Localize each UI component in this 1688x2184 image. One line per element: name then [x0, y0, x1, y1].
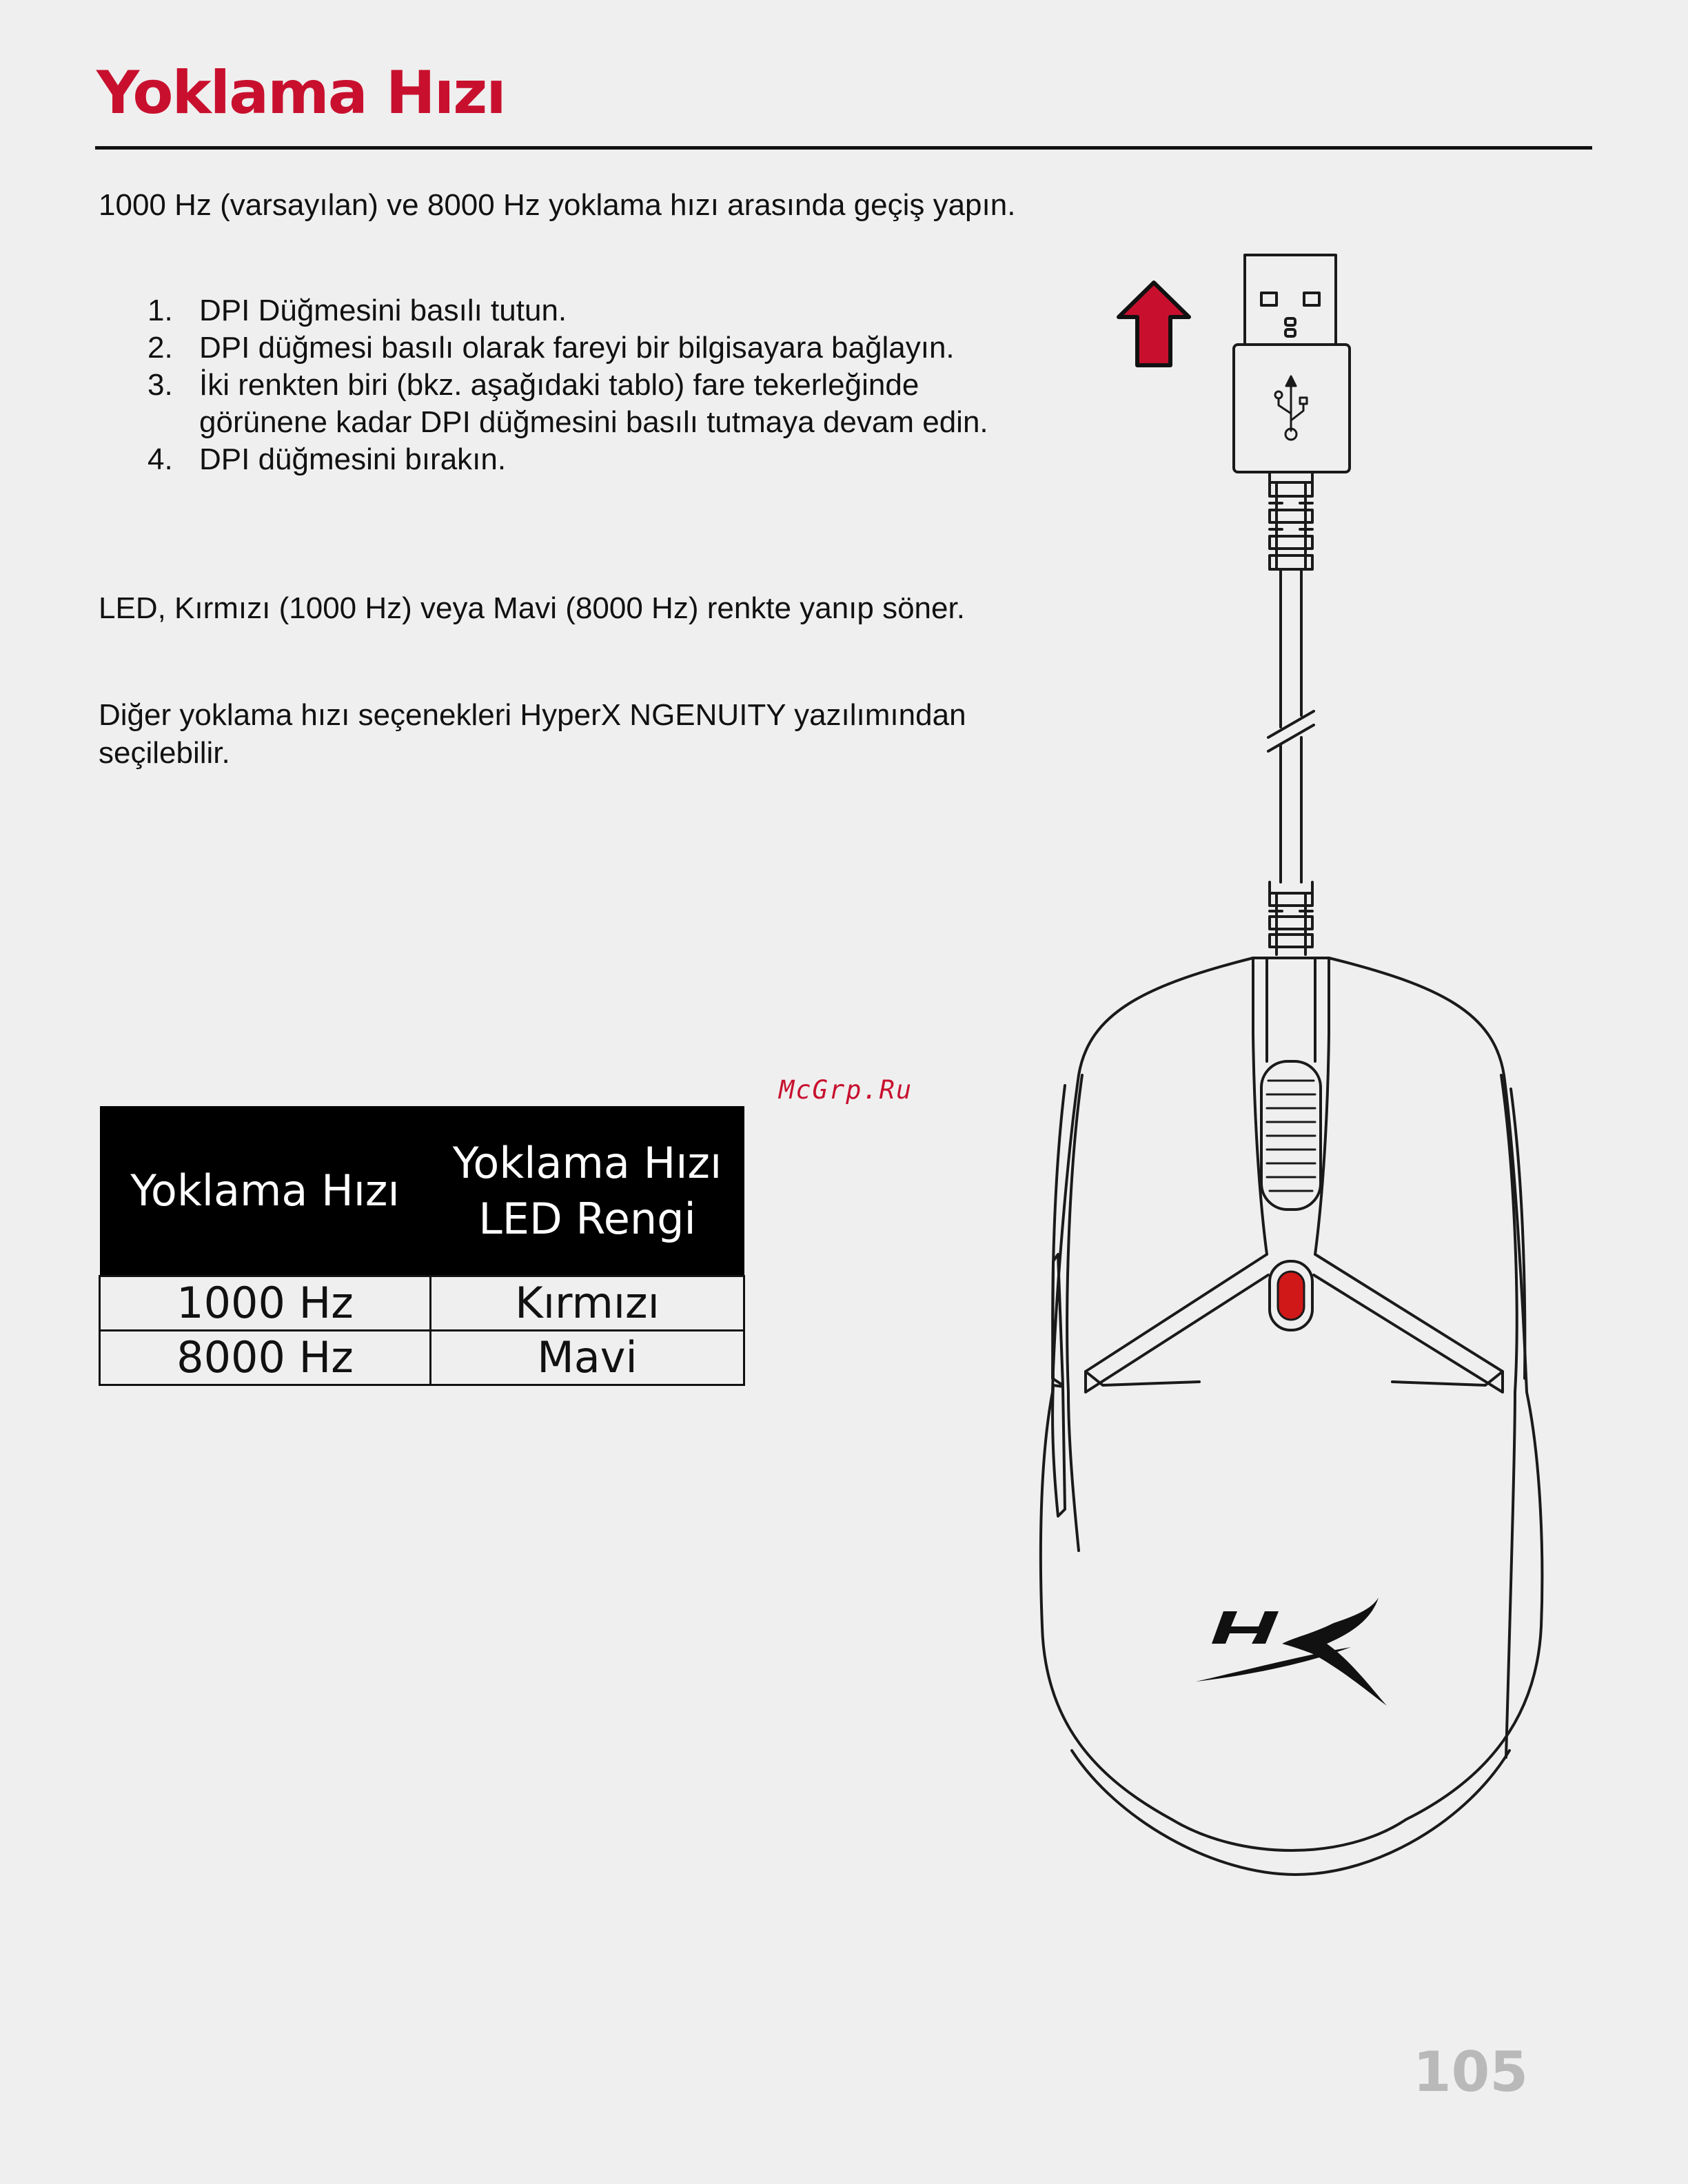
software-note: Diğer yoklama hızı seçenekleri HyperX NGENUITY yazılımından seçilebilir.	[99, 698, 966, 770]
cable-strain-relief	[1270, 472, 1312, 569]
list-item	[148, 441, 1047, 478]
list-item	[148, 329, 1047, 367]
table-cell-color: Mavi	[431, 1331, 744, 1385]
title-divider	[95, 146, 1592, 150]
step-text: İki renkten biri (bkz. aşağıdaki tablo) fare tekerleğinde görünene kadar DPI düğmesini basılı tutmaya devam edin.	[199, 368, 988, 439]
table-header-row	[100, 1106, 744, 1276]
step-number: 1.	[148, 294, 173, 327]
led-indicator	[1278, 1272, 1304, 1320]
step-text: DPI düğmesi basılı olarak fareyi bir bilgisayara bağlayın.	[199, 331, 955, 365]
list-item	[148, 367, 1047, 441]
table-header-cell: Yoklama Hızı	[100, 1106, 431, 1276]
table-row	[100, 1331, 744, 1385]
hyperx-logo-icon	[1196, 1598, 1387, 1706]
page-title: Yoklama Hızı	[96, 59, 505, 127]
led-note: LED, Kırmızı (1000 Hz) veya Mavi (8000 Hz) renkte yanıp söner.	[99, 591, 965, 625]
step-number: 3.	[148, 368, 173, 402]
step-number: 2.	[148, 331, 173, 365]
intro-text: 1000 Hz (varsayılan) ve 8000 Hz yoklama hızı arasında geçiş yapın.	[99, 188, 1016, 222]
table-cell-rate: 8000 Hz	[100, 1331, 431, 1385]
usb-symbol-icon	[1275, 376, 1307, 440]
list-item	[148, 292, 1047, 329]
steps-list	[148, 292, 1047, 478]
cable	[1268, 569, 1314, 882]
watermark: McGrp.Ru	[779, 1075, 913, 1105]
step-number: 4.	[148, 442, 173, 476]
table-header-cell: Yoklama Hızı LED Rengi	[431, 1106, 744, 1276]
mouse-usb-illustration	[1034, 241, 1585, 1881]
page-number: 105	[1413, 2040, 1528, 2104]
mouse-body	[1041, 958, 1543, 1875]
table-row	[100, 1276, 744, 1331]
cable-strain-relief	[1270, 882, 1312, 955]
up-arrow-icon	[1119, 283, 1189, 365]
table-cell-color: Kırmızı	[431, 1276, 744, 1331]
usb-plug-icon	[1234, 255, 1350, 472]
step-text: DPI Düğmesini basılı tutun.	[199, 294, 567, 327]
table-cell-rate: 1000 Hz	[100, 1276, 431, 1331]
step-text: DPI düğmesini bırakın.	[199, 442, 507, 476]
polling-rate-table	[99, 1106, 745, 1386]
